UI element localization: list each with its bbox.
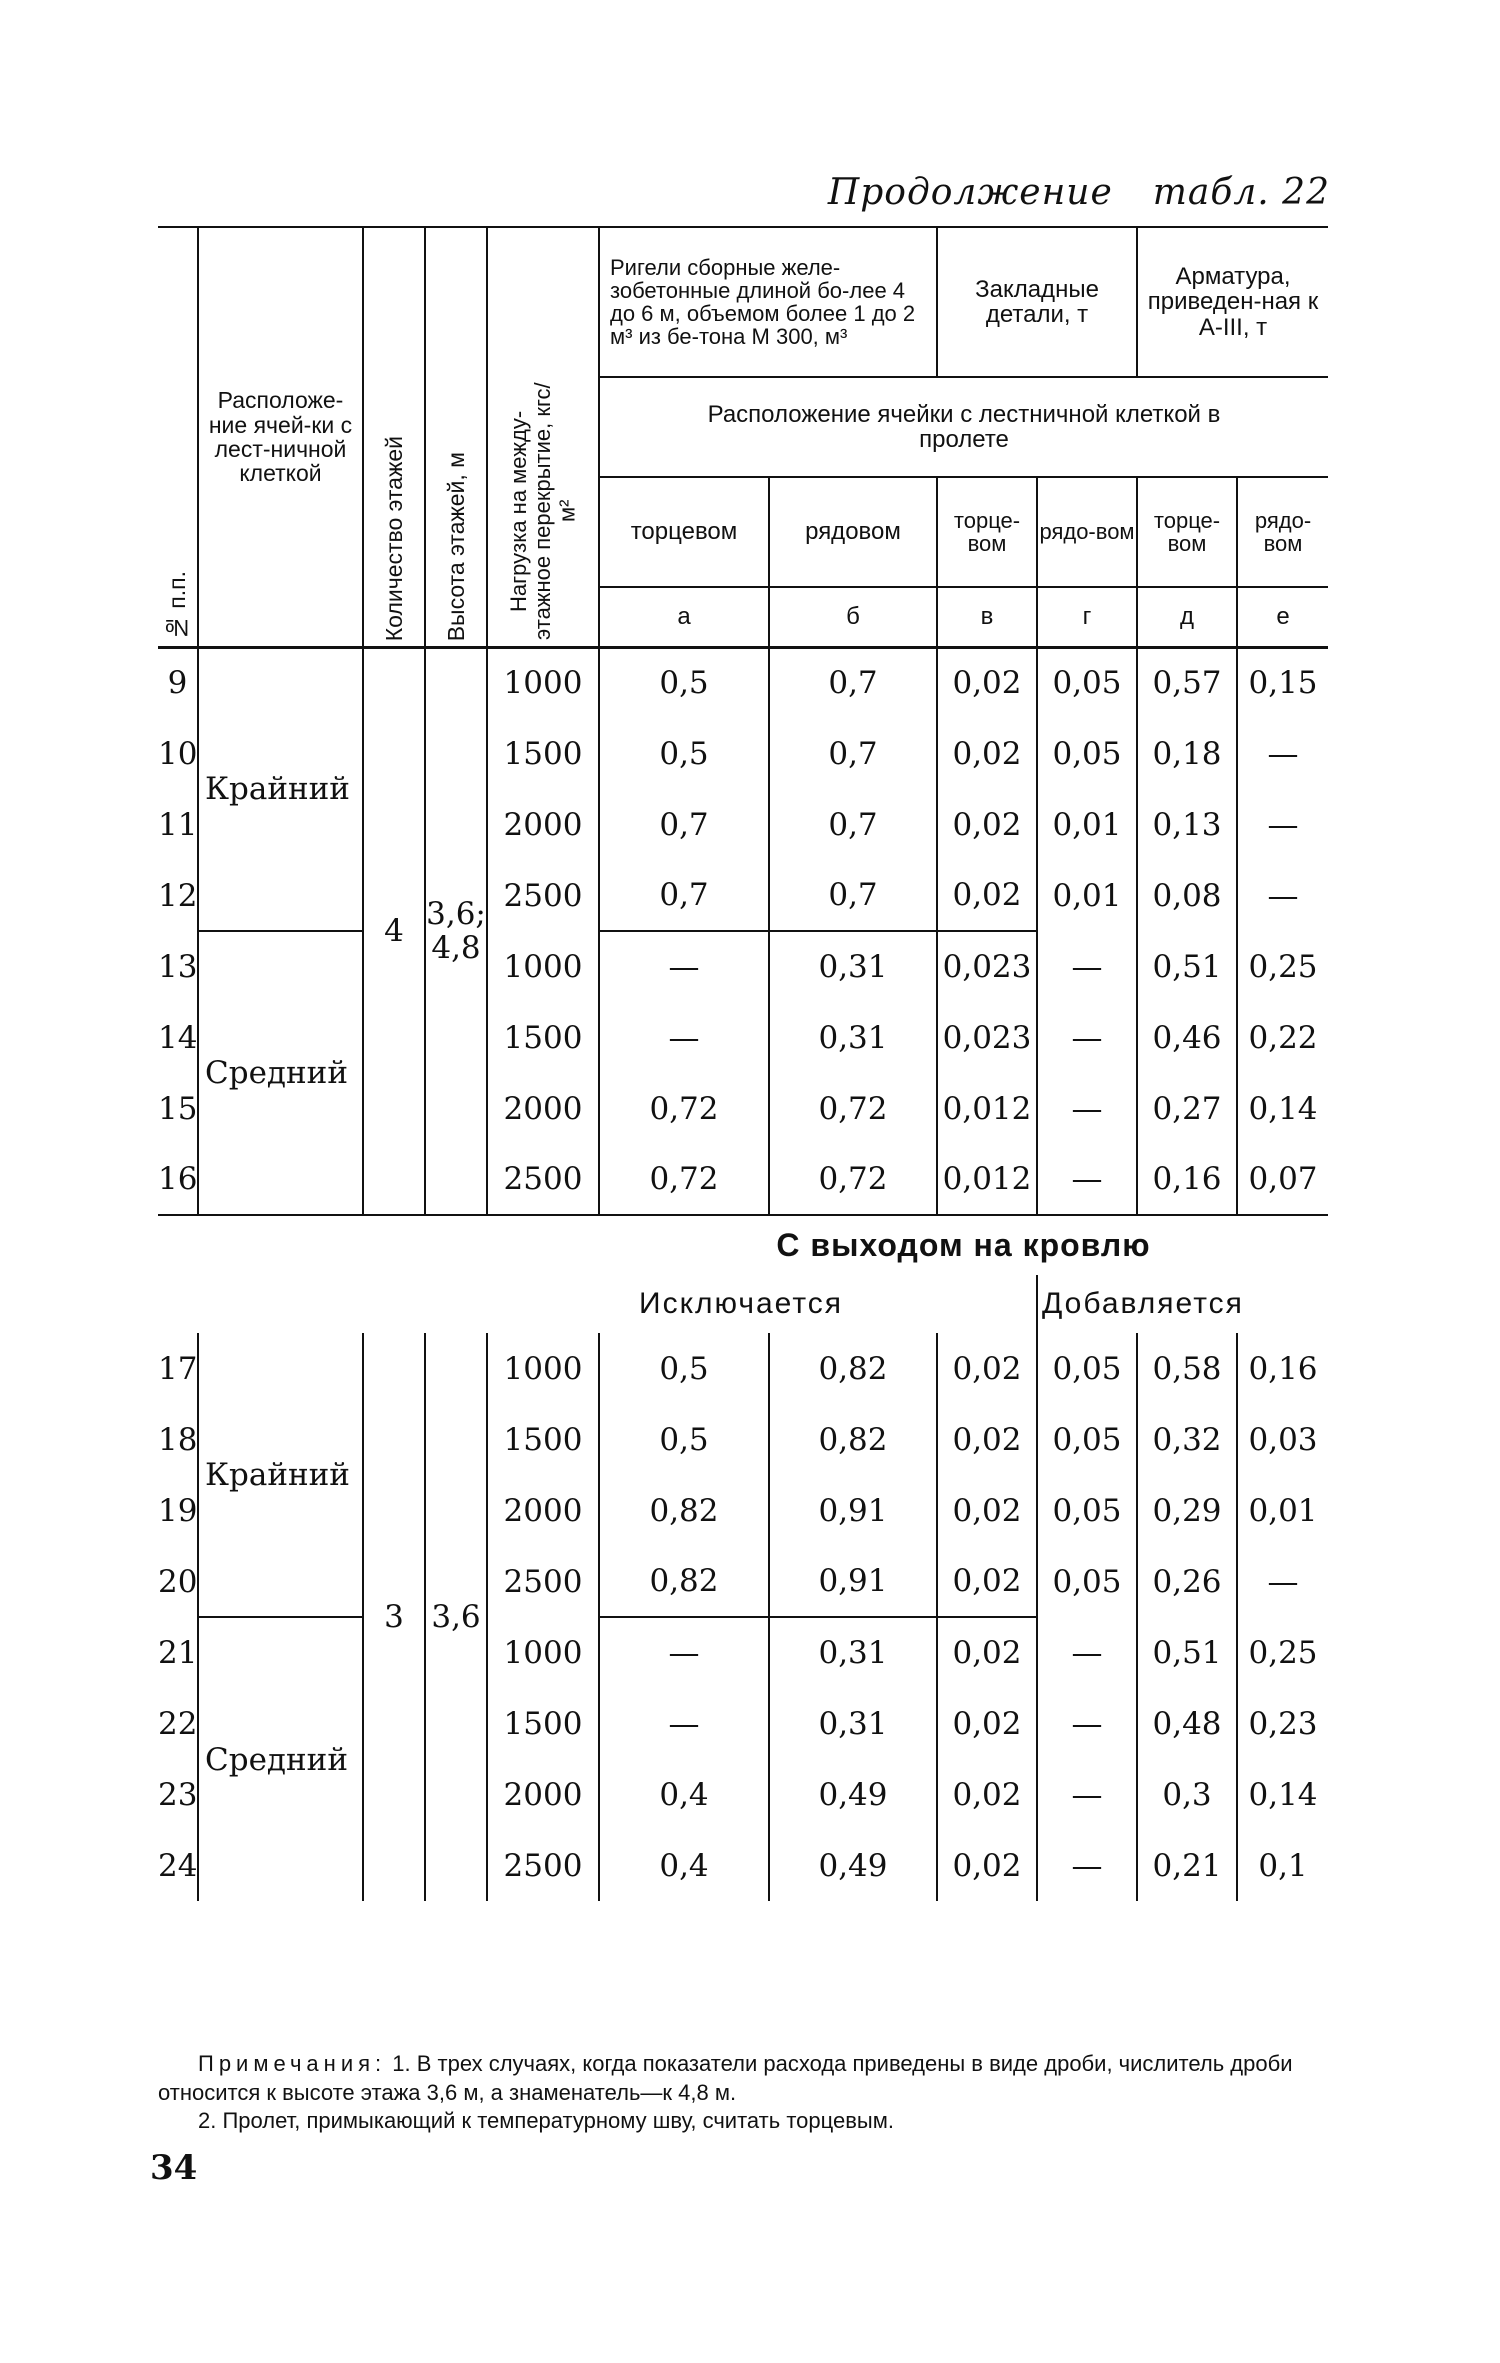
row-number: 20 (158, 1563, 198, 1600)
row-number: 14 (158, 1019, 198, 1056)
sub-header: рядо-вом (1037, 477, 1137, 587)
header-beams: Ригели сборные желе-зобетонные длиной бо-лее 4 до 6 м, объемом более 1 до 2 м³ из бе-тона М 300, м³ (599, 227, 937, 377)
row-number: 13 (158, 948, 198, 985)
value-a: — (599, 1617, 769, 1688)
value-b: 0,31 (769, 1617, 937, 1688)
value-v: 0,02 (937, 1688, 1037, 1759)
value-d: 0,29 (1137, 1475, 1237, 1546)
section-row (158, 1215, 1328, 1275)
header-span-position: Расположение ячейки с лестничной клеткой в пролете (599, 377, 1328, 477)
notes-label: Примечания: (198, 2051, 387, 2076)
value-d: 0,57 (1137, 647, 1237, 718)
note-1 (158, 2050, 1338, 2107)
value-g: — (1037, 1617, 1137, 1688)
value-d: 0,32 (1137, 1404, 1237, 1475)
value-d: 0,08 (1137, 860, 1237, 931)
value-g: — (1037, 1688, 1137, 1759)
note-1-text: 1. В трех случаях, когда показатели расхода приведены в виде дроби, числитель дроби относится к высоте этажа 3,6 м, а знаменатель—к 4,8 м. (158, 2051, 1293, 2105)
value-e: 0,16 (1237, 1333, 1328, 1404)
row-number: 23 (158, 1776, 198, 1813)
value-e: — (1237, 860, 1328, 931)
value-v: 0,02 (937, 1830, 1037, 1901)
value-b: 0,82 (769, 1333, 937, 1404)
value-e: 0,25 (1237, 1617, 1328, 1688)
value-b: 0,72 (769, 1073, 937, 1144)
load-value: 1000 (487, 1333, 599, 1404)
table-row (158, 1617, 1328, 1688)
value-v: 0,023 (937, 931, 1037, 1002)
value-d: 0,16 (1137, 1144, 1237, 1215)
value-v: 0,02 (937, 647, 1037, 718)
height-value: 3,6; 4,8 (425, 647, 487, 1215)
data-table (158, 226, 1328, 1901)
load-value: 1000 (487, 647, 599, 718)
header-num: № п.п. (158, 227, 198, 647)
value-v: 0,02 (937, 860, 1037, 931)
row-number: 9 (167, 665, 188, 702)
value-e: 0,03 (1237, 1404, 1328, 1475)
section-subrow (158, 1275, 1328, 1333)
spacer (158, 1275, 599, 1333)
value-e: 0,22 (1237, 1002, 1328, 1073)
value-a: 0,4 (599, 1759, 769, 1830)
value-v: 0,02 (937, 789, 1037, 860)
value-e: 0,1 (1237, 1830, 1328, 1901)
header-cell-position: Расположе-ние ячей-ки с лест-ничной клеткой (198, 227, 363, 647)
letter-header: д (1137, 587, 1237, 647)
table-caption (788, 172, 1330, 213)
value-e: 0,25 (1237, 931, 1328, 1002)
cell-position-label: Крайний (198, 1333, 363, 1617)
value-e: 0,01 (1237, 1475, 1328, 1546)
value-a: 0,5 (599, 647, 769, 718)
value-d: 0,51 (1137, 931, 1237, 1002)
load-value: 2000 (487, 1759, 599, 1830)
letter-header: е (1237, 587, 1328, 647)
value-b: 0,91 (769, 1546, 937, 1617)
added-label: Добавляется (1037, 1275, 1328, 1333)
value-a: 0,7 (599, 789, 769, 860)
value-v: 0,02 (937, 1333, 1037, 1404)
value-b: 0,31 (769, 931, 937, 1002)
row-number: 11 (158, 806, 198, 843)
value-b: 0,7 (769, 718, 937, 789)
value-g: — (1037, 1830, 1137, 1901)
value-b: 0,7 (769, 789, 937, 860)
value-v: 0,02 (937, 1617, 1037, 1688)
value-g: 0,01 (1037, 789, 1137, 860)
value-b: 0,49 (769, 1759, 937, 1830)
load-value: 2000 (487, 1475, 599, 1546)
row-number: 12 (158, 877, 198, 914)
row-number: 18 (158, 1421, 198, 1458)
value-e: — (1237, 1546, 1328, 1617)
floors-value: 3 (363, 1333, 425, 1901)
value-d: 0,48 (1137, 1688, 1237, 1759)
value-b: 0,91 (769, 1475, 937, 1546)
value-b: 0,7 (769, 860, 937, 931)
header-height: Высота этажей, м (425, 227, 487, 647)
cell-position-label: Крайний (198, 647, 363, 931)
value-b: 0,49 (769, 1830, 937, 1901)
row-number: 15 (158, 1090, 198, 1127)
value-d: 0,26 (1137, 1546, 1237, 1617)
value-g: — (1037, 1144, 1137, 1215)
value-a: 0,82 (599, 1546, 769, 1617)
letter-header: в (937, 587, 1037, 647)
value-a: 0,4 (599, 1830, 769, 1901)
header-embedded: Закладные детали, т (937, 227, 1137, 377)
row-number: 19 (158, 1492, 198, 1529)
note-2 (158, 2107, 1338, 2136)
value-e: 0,07 (1237, 1144, 1328, 1215)
load-value: 1500 (487, 1002, 599, 1073)
value-b: 0,7 (769, 647, 937, 718)
value-g: — (1037, 1073, 1137, 1144)
value-g: 0,05 (1037, 1333, 1137, 1404)
cell-position-label: Средний (198, 1617, 363, 1901)
row-number: 24 (158, 1847, 198, 1884)
floors-value: 4 (363, 647, 425, 1215)
header-floors: Количество этажей (363, 227, 425, 647)
value-g: 0,05 (1037, 718, 1137, 789)
value-d: 0,18 (1137, 718, 1237, 789)
value-v: 0,023 (937, 1002, 1037, 1073)
row-number: 17 (158, 1350, 198, 1387)
height-value: 3,6 (425, 1333, 487, 1901)
excluded-label: Исключается (639, 1287, 844, 1320)
cell-position-label: Средний (198, 931, 363, 1215)
value-a: 0,7 (599, 860, 769, 931)
section-title: С выходом на кровлю (599, 1215, 1328, 1275)
header-load: Нагрузка на между-этажное перекрытие, кгс/м² (487, 227, 599, 647)
sub-header: торце-вом (937, 477, 1037, 587)
row-number: 10 (158, 735, 198, 772)
letter-header: б (769, 587, 937, 647)
value-e: 0,14 (1237, 1759, 1328, 1830)
load-value: 2500 (487, 1144, 599, 1215)
sub-header: рядовом (769, 477, 937, 587)
value-g: 0,05 (1037, 647, 1137, 718)
value-e: 0,15 (1237, 647, 1328, 718)
value-d: 0,13 (1137, 789, 1237, 860)
value-a: 0,72 (599, 1144, 769, 1215)
value-g: — (1037, 1002, 1137, 1073)
value-a: 0,5 (599, 718, 769, 789)
sub-header: рядо-вом (1237, 477, 1328, 587)
page-number: 34 (150, 2148, 198, 2188)
table-row (158, 1333, 1328, 1404)
value-v: 0,012 (937, 1144, 1037, 1215)
value-e: — (1237, 718, 1328, 789)
spacer (158, 1215, 599, 1275)
load-value: 2500 (487, 1830, 599, 1901)
value-d: 0,51 (1137, 1617, 1237, 1688)
load-value: 2500 (487, 1546, 599, 1617)
table-row (158, 931, 1328, 1002)
load-value: 2000 (487, 1073, 599, 1144)
value-e: — (1237, 789, 1328, 860)
header-rebar: Арматура, приведен-ная к А-III, т (1137, 227, 1328, 377)
table-row (158, 647, 1328, 718)
value-v: 0,02 (937, 1546, 1037, 1617)
value-g: — (1037, 1759, 1137, 1830)
value-v: 0,02 (937, 1404, 1037, 1475)
sub-header: торцевом (599, 477, 769, 587)
value-g: 0,05 (1037, 1475, 1137, 1546)
value-a: — (599, 1002, 769, 1073)
value-v: 0,02 (937, 1475, 1037, 1546)
load-value: 1500 (487, 1688, 599, 1759)
value-v: 0,02 (937, 1759, 1037, 1830)
load-value: 1000 (487, 1617, 599, 1688)
load-value: 1000 (487, 931, 599, 1002)
value-a: 0,72 (599, 1073, 769, 1144)
notes (158, 2050, 1338, 2136)
value-a: 0,5 (599, 1404, 769, 1475)
value-d: 0,58 (1137, 1333, 1237, 1404)
value-b: 0,82 (769, 1404, 937, 1475)
caption-continuation: Продолжение (827, 172, 1113, 213)
row-number: 21 (158, 1634, 198, 1671)
value-a: — (599, 1688, 769, 1759)
load-value: 2000 (487, 789, 599, 860)
value-b: 0,72 (769, 1144, 937, 1215)
value-v: 0,02 (937, 718, 1037, 789)
sub-header: торце-вом (1137, 477, 1237, 587)
value-d: 0,27 (1137, 1073, 1237, 1144)
value-g: 0,01 (1037, 860, 1137, 931)
value-v: 0,012 (937, 1073, 1037, 1144)
letter-header: г (1037, 587, 1137, 647)
caption-table-ref: табл. 22 (1152, 172, 1330, 213)
row-number: 22 (158, 1705, 198, 1742)
value-d: 0,3 (1137, 1759, 1237, 1830)
value-b: 0,31 (769, 1688, 937, 1759)
load-value: 1500 (487, 1404, 599, 1475)
load-value: 2500 (487, 860, 599, 931)
value-a: 0,5 (599, 1333, 769, 1404)
value-g: 0,05 (1037, 1546, 1137, 1617)
row-number: 16 (158, 1161, 198, 1197)
value-g: 0,05 (1037, 1404, 1137, 1475)
value-e: 0,23 (1237, 1688, 1328, 1759)
letter-header: а (599, 587, 769, 647)
value-b: 0,31 (769, 1002, 937, 1073)
value-d: 0,21 (1137, 1830, 1237, 1901)
load-value: 1500 (487, 718, 599, 789)
value-a: 0,82 (599, 1475, 769, 1546)
value-a: — (599, 931, 769, 1002)
note-2-text: 2. Пролет, примыкающий к температурному шву, считать торцевым. (198, 2108, 894, 2134)
value-g: — (1037, 931, 1137, 1002)
value-e: 0,14 (1237, 1073, 1328, 1144)
value-d: 0,46 (1137, 1002, 1237, 1073)
